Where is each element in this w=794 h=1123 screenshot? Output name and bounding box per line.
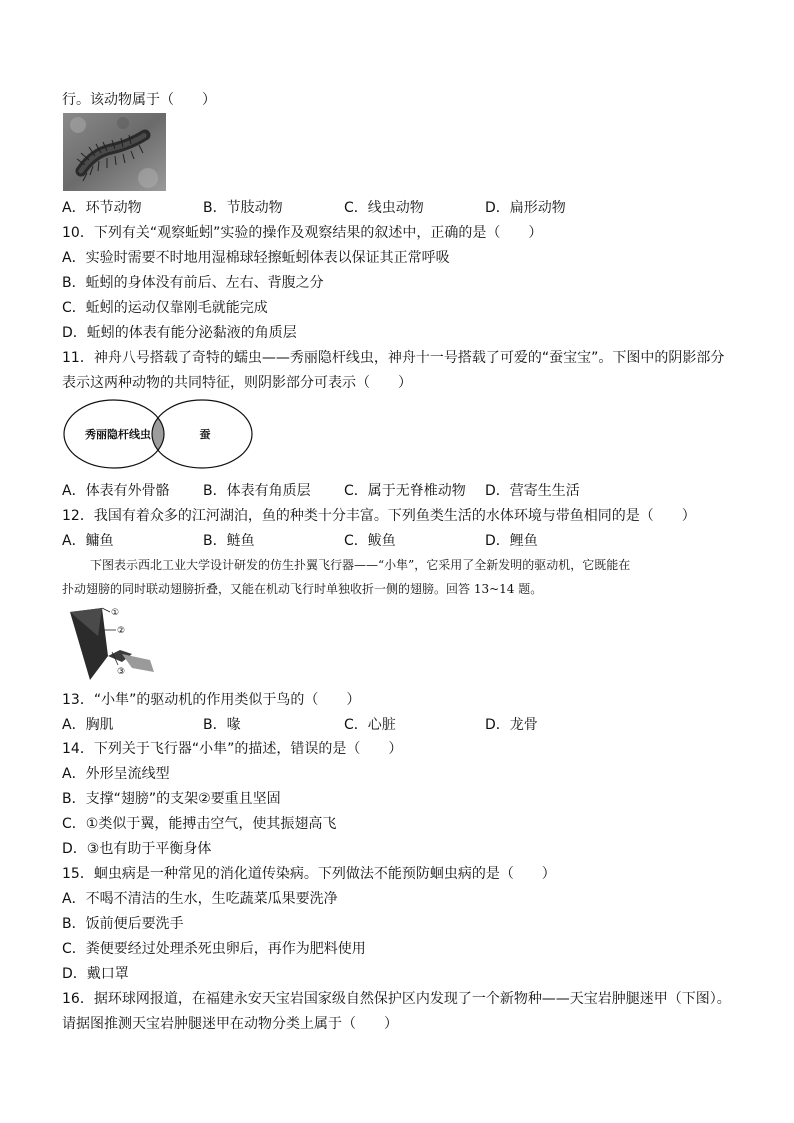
q10-option-b[interactable]: B．蚯蚓的身体没有前后、左右、背腹之分 (62, 275, 324, 291)
passage-line1: 下图表示西北工业大学设计研发的仿生扑翼飞行器——“小隼”，它采用了全新发明的驱动机，它既能在 (90, 558, 631, 572)
q10-option-d[interactable]: D．蚯蚓的体表有能分泌黏液的角质层 (62, 325, 297, 341)
passage-line2: 扑动翅膀的同时联动翅膀折叠，又能在机动飞行时单独收折一侧的翅膀。回答 13~14 题。 (62, 582, 543, 596)
q14-stem: 14．下列关于飞行器“小隼”的描述，错误的是（ ） (62, 741, 403, 757)
option-c[interactable]: C．线虫动物 (344, 200, 424, 216)
option-a[interactable]: A．体表有外骨骼 (62, 483, 170, 499)
option-c[interactable]: C．心脏 (344, 717, 396, 733)
venn-diagram (62, 398, 254, 470)
option-d[interactable]: D．营寄生生活 (485, 483, 580, 499)
q16-stem-line2: 请据图推测天宝岩肿腿迷甲在动物分类上属于（ ） (62, 1016, 398, 1032)
option-c[interactable]: C．属于无脊椎动物 (344, 483, 466, 499)
q13-options (62, 715, 762, 735)
option-a[interactable]: A．胸肌 (62, 717, 114, 733)
q15-option-d[interactable]: D．戴口罩 (62, 966, 129, 982)
label-3: ③ (117, 667, 126, 677)
drone-figure (62, 602, 162, 682)
q11-stem-line2: 表示这两种动物的共同特征，则阴影部分可表示（ ） (62, 375, 412, 391)
q10-option-c[interactable]: C．蚯蚓的运动仅靠刚毛就能完成 (62, 300, 268, 316)
option-b[interactable]: B．鲢鱼 (203, 533, 255, 549)
venn-right-label: 蚕 (199, 428, 211, 441)
drone-tail-shape (122, 654, 154, 672)
q9-options (62, 198, 762, 218)
label-1: ① (111, 608, 120, 618)
q16-stem-line1: 16．据环球网报道，在福建永安天宝岩国家级自然保护区内发现了一个新物种——天宝岩肿腿迷甲（下图）。 (62, 991, 731, 1007)
label-2: ② (117, 626, 126, 636)
option-b[interactable]: B．体表有角质层 (203, 483, 311, 499)
q13-stem: 13．“小隼”的驱动机的作用类似于鸟的（ ） (62, 692, 361, 708)
q12-stem: 12．我国有着众多的江河湖泊，鱼的种类十分丰富。下列鱼类生活的水体环境与带鱼相同的是（ ） (62, 508, 696, 524)
option-d[interactable]: D．龙骨 (485, 717, 538, 733)
q10-option-a[interactable]: A．实验时需要不时地用湿棉球轻擦蚯蚓体表以保证其正常呼吸 (62, 250, 450, 266)
q15-option-b[interactable]: B．饭前便后要洗手 (62, 916, 184, 932)
venn-left-label: 秀丽隐杆线虫 (85, 428, 151, 441)
q11-options (62, 481, 762, 501)
q15-option-a[interactable]: A．不喝不清洁的生水，生吃蔬菜瓜果要洗净 (62, 891, 338, 907)
option-b[interactable]: B．喙 (203, 717, 241, 733)
option-d[interactable]: D．扁形动物 (485, 200, 566, 216)
option-c[interactable]: C．鲅鱼 (344, 533, 396, 549)
q14-option-c[interactable]: C．①类似于翼，能搏击空气，使其振翅高飞 (62, 816, 337, 832)
q14-option-d[interactable]: D．③也有助于平衡身体 (62, 841, 212, 857)
q15-option-c[interactable]: C．粪便要经过处理杀死虫卵后，再作为肥料使用 (62, 941, 366, 957)
q10-stem: 10．下列有关“观察蚯蚓”实验的操作及观察结果的叙述中，正确的是（ ） (62, 225, 543, 241)
q14-option-a[interactable]: A．外形呈流线型 (62, 766, 170, 782)
q14-option-b[interactable]: B．支撑“翅膀”的支架②要重且坚固 (62, 791, 281, 807)
option-d[interactable]: D．鲤鱼 (485, 533, 538, 549)
option-b[interactable]: B．节肢动物 (203, 200, 283, 216)
q15-stem: 15．蛔虫病是一种常见的消化道传染病。下列做法不能预防蛔虫病的是（ ） (62, 866, 556, 882)
option-a[interactable]: A．鳙鱼 (62, 533, 114, 549)
q11-stem-line1: 11．神舟八号搭载了奇特的蠕虫——秀丽隐杆线虫，神舟十一号搭载了可爱的“蚕宝宝”。下图中的阴影部分 (62, 350, 725, 366)
q9-stem-tail: 行。该动物属于（ ） (62, 92, 216, 108)
millipede-photo (63, 113, 166, 191)
option-a[interactable]: A．环节动物 (62, 200, 142, 216)
q12-options (62, 531, 762, 551)
